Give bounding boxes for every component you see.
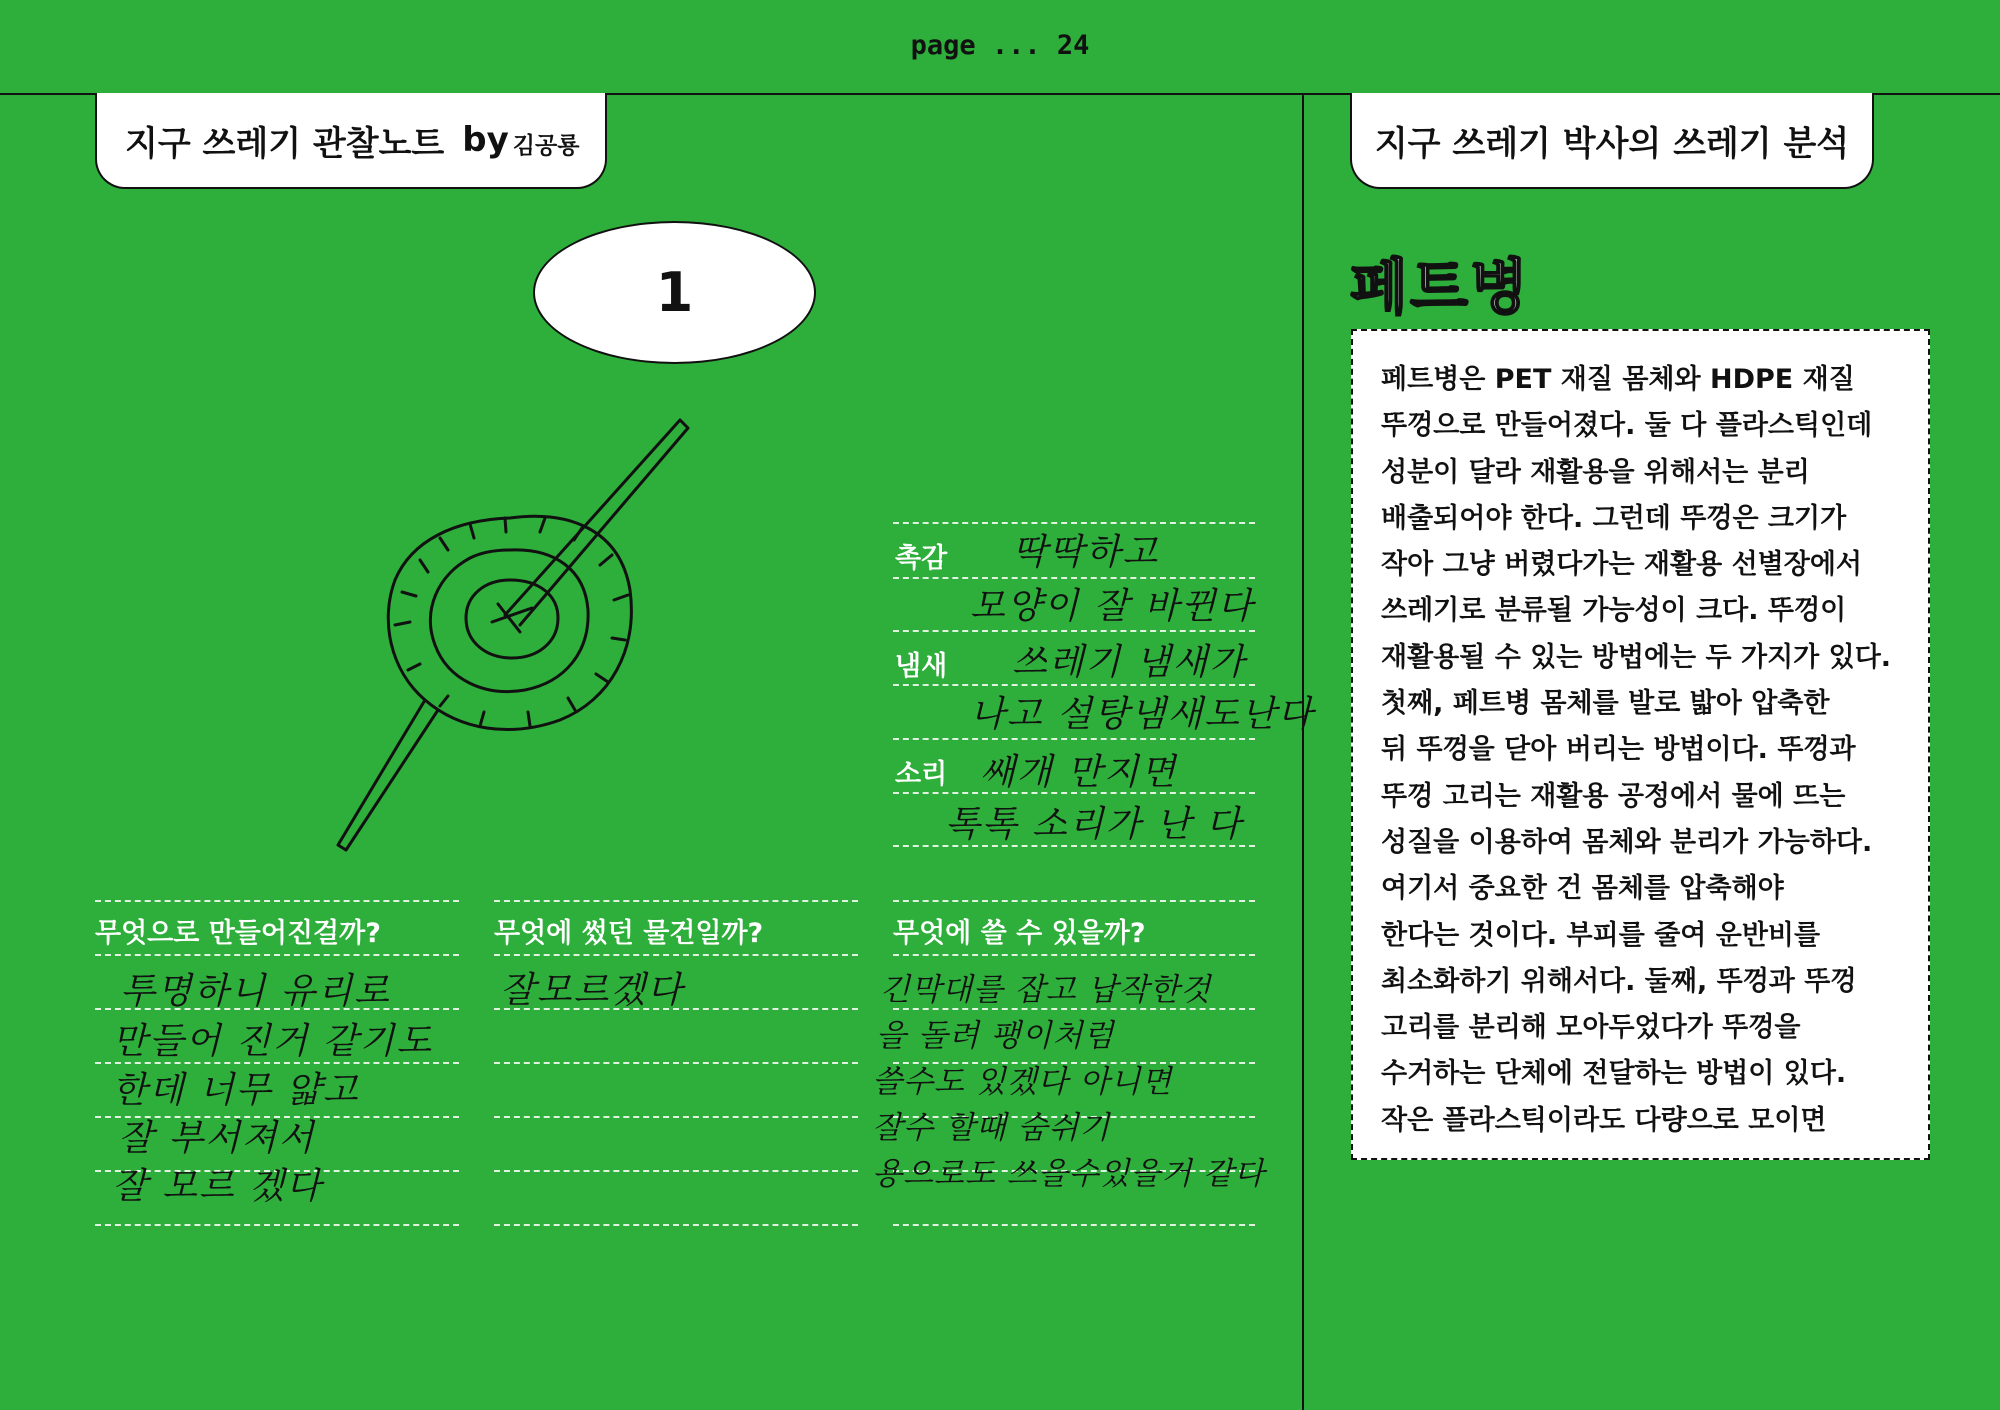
analysis-line: 뚜껑으로 만들어졌다. 둘 다 플라스틱인데 bbox=[1381, 410, 1873, 442]
cap-and-stick-sketch-icon bbox=[320, 400, 720, 860]
analysis-line: 작아 그냥 버렸다가는 재활용 선별장에서 bbox=[1381, 549, 1862, 581]
use-answer-line-1: 잘모르겠다 bbox=[500, 970, 684, 1011]
question-material-label: 무엇으로 만들어진걸까? bbox=[95, 918, 381, 949]
note-by: by bbox=[462, 120, 509, 160]
material-answer-line-1: 투명하니 유리로 bbox=[120, 971, 391, 1012]
sound-answer-line-1: 쌔개 만지면 bbox=[980, 752, 1178, 793]
analysis-line: 수거하는 단체에 전달하는 방법이 있다. bbox=[1381, 1058, 1847, 1090]
analysis-line: 첫째, 페트병 몸체를 발로 밟아 압축한 bbox=[1381, 688, 1830, 720]
reuse-answer-line-4: 잘수 할때 숨쉬기 bbox=[872, 1110, 1111, 1146]
material-answer-line-5: 잘 모르 겠다 bbox=[112, 1166, 323, 1207]
analysis-text-box bbox=[1351, 329, 1930, 1160]
analysis-line: 고리를 분리해 모아두었다가 뚜껑을 bbox=[1381, 1012, 1801, 1044]
reuse-answer-line-5: 용으로도 쓰을수있을거 같다 bbox=[872, 1156, 1266, 1192]
sound-label: 소리 bbox=[895, 759, 948, 790]
analysis-line: 한다는 것이다. 부피를 줄여 운반비를 bbox=[1381, 919, 1821, 951]
analysis-line: 재활용될 수 있는 방법에는 두 가지가 있다. bbox=[1381, 641, 1892, 673]
analysis-line: 작은 플라스틱이라도 다량으로 모이면 bbox=[1381, 1104, 1827, 1136]
touch-label: 촉감 bbox=[895, 543, 948, 574]
touch-answer-line-1: 딱딱하고 bbox=[1012, 532, 1160, 573]
question-rule bbox=[494, 1224, 858, 1226]
analysis-line: 뚜껑 고리는 재활용 공정에서 물에 뜨는 bbox=[1381, 780, 1846, 812]
question-reuse-label: 무엇에 쓸 수 있을까? bbox=[893, 918, 1146, 949]
note-author: 김공룡 bbox=[512, 132, 580, 159]
smell-label: 냄새 bbox=[895, 651, 948, 682]
question-rule bbox=[95, 900, 459, 902]
item-number: 1 bbox=[655, 261, 694, 324]
question-use-label: 무엇에 썼던 물건일까? bbox=[494, 918, 764, 949]
section-title: 페트병 bbox=[1350, 253, 1530, 323]
analysis-line: 성분이 달라 재활용을 위해서는 분리 bbox=[1381, 456, 1810, 488]
analysis-line: 뒤 뚜껑을 닫아 버리는 방법이다. 뚜껑과 bbox=[1381, 734, 1856, 766]
question-rule bbox=[893, 1224, 1255, 1226]
observation-rule bbox=[893, 738, 1255, 740]
question-rule bbox=[494, 954, 858, 956]
analysis-line: 쓰레기로 분류될 가능성이 크다. 뚜껑이 bbox=[1381, 595, 1847, 627]
page-number: page ... 24 bbox=[910, 30, 1090, 61]
smell-answer-line-1: 쓰레기 냄새가 bbox=[1012, 642, 1247, 683]
question-rule bbox=[494, 1062, 858, 1064]
question-rule bbox=[95, 1224, 459, 1226]
item-number-badge bbox=[533, 221, 816, 364]
analysis-line: 여기서 중요한 건 몸체를 압축해야 bbox=[1381, 873, 1784, 905]
smell-answer-line-2: 나고 설탕냄새도난다 bbox=[970, 694, 1315, 735]
reuse-answer-line-3: 쓸수도 있겠다 아니면 bbox=[872, 1064, 1173, 1100]
sound-answer-line-2: 톡톡 소리가 난 다 bbox=[945, 804, 1243, 845]
question-rule bbox=[494, 1116, 858, 1118]
observation-note-tab bbox=[95, 93, 607, 189]
analysis-title: 지구 쓰레기 박사의 쓰레기 분석 bbox=[1374, 123, 1850, 164]
analysis-line: 배출되어야 한다. 그런데 뚜껑은 크기가 bbox=[1381, 502, 1847, 534]
question-rule bbox=[494, 900, 858, 902]
observation-rule bbox=[893, 630, 1255, 632]
note-title: 지구 쓰레기 관찰노트 bbox=[125, 123, 445, 164]
material-answer-line-4: 잘 부서져서 bbox=[118, 1118, 316, 1159]
analysis-line: 최소화하기 위해서다. 둘째, 뚜껑과 뚜껑 bbox=[1381, 965, 1857, 997]
page-spine-divider bbox=[1302, 93, 1304, 1410]
material-answer-line-2: 만들어 진거 같기도 bbox=[112, 1021, 434, 1062]
reuse-answer-line-1: 긴막대를 잡고 납작한것 bbox=[880, 972, 1212, 1008]
analysis-tab bbox=[1350, 93, 1874, 189]
question-rule bbox=[494, 1170, 858, 1172]
reuse-answer-line-2: 을 돌려 팽이처럼 bbox=[876, 1018, 1115, 1054]
question-rule bbox=[893, 900, 1255, 902]
material-answer-line-3: 한데 너무 얇고 bbox=[112, 1070, 360, 1111]
question-rule bbox=[95, 954, 459, 956]
analysis-line: 성질을 이용하여 몸체와 분리가 가능하다. bbox=[1381, 826, 1873, 858]
question-rule bbox=[893, 954, 1255, 956]
analysis-line: 페트병은 PET 재질 몸체와 HDPE 재질 bbox=[1381, 364, 1855, 395]
touch-answer-line-2: 모양이 잘 바뀐다 bbox=[970, 586, 1255, 627]
